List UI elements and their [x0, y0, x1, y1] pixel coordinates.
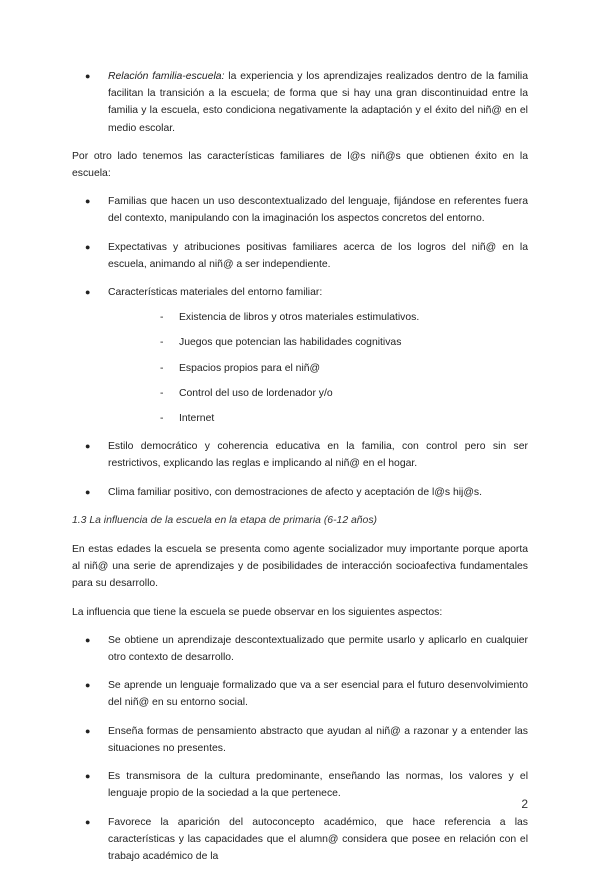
bullet-marker: ● — [85, 634, 91, 645]
bullet-marker: ● — [85, 725, 91, 736]
dash-marker: - — [160, 413, 164, 425]
sub-list-item — [108, 410, 528, 427]
item-text: Expectativas y atribuciones positivas familiares acerca de los logros del niñ@ en la escuela, animando al niñ@ a ser independiente. — [108, 241, 528, 270]
bullet-marker: ● — [85, 196, 91, 207]
sub-item-text: Internet — [179, 413, 215, 425]
item-text: Estilo democrático y coherencia educativa en la familia, con control pero sin ser restrictivos, explicando las reglas e implicando al niñ@ en el hogar. — [108, 441, 528, 470]
item-text: Clima familiar positivo, con demostraciones de afecto y aceptación de l@s hij@s. — [108, 486, 482, 498]
bullet-list-relation — [72, 68, 528, 137]
bullet-marker: ● — [85, 486, 91, 497]
bullet-list-family — [72, 193, 528, 501]
sub-item-text: Existencia de libros y otros materiales estimulativos. — [179, 312, 420, 324]
bullet-marker: ● — [85, 771, 91, 782]
item-text: Favorece la aparición del autoconcepto académico, que hace referencia a las características y las capacidades que el alumn@ considera que posee en relación con el trabajo académico de la — [108, 816, 528, 862]
dash-marker: - — [160, 362, 164, 374]
bullet-marker: ● — [85, 441, 91, 452]
list-item — [72, 438, 528, 472]
item-text: Familias que hacen un uso descontextualizado del lenguaje, fijándose en referentes fuera del contexto, manipulando con la imaginación los aspectos concretos del entorno. — [108, 196, 528, 225]
bullet-list-school — [72, 632, 528, 865]
dash-marker: - — [160, 337, 164, 349]
bullet-marker: ● — [85, 680, 91, 691]
bullet-marker: ● — [85, 287, 91, 298]
page-content — [72, 68, 528, 876]
sub-list-item — [108, 385, 528, 402]
list-item — [72, 677, 528, 711]
list-item — [72, 193, 528, 227]
item-text: Se aprende un lenguaje formalizado que va a ser esencial para el futuro desenvolvimiento del niñ@ en su entorno social. — [108, 680, 528, 709]
item-text: la experiencia y los aprendizajes realizados dentro de la familia facilitan la transición a la escuela; de forma que si hay una gran discontinuidad entre la familia y la escuela, esto condiciona negativamente la adaptación y el éxito del niñ@ en el medio escolar. — [108, 71, 528, 134]
item-text: Se obtiene un aprendizaje descontextualizado que permite usarlo y aplicarlo en cualquier otro contexto de desarrollo. — [108, 634, 528, 664]
item-text: Características materiales del entorno familiar: — [108, 287, 323, 299]
item-text: Es transmisora de la cultura predominante, enseñando las normas, los valores y el lenguaje propio de la sociedad a la que pertenece. — [108, 771, 528, 800]
section-heading: 1.3 La influencia de la escuela en la etapa de primaria (6-12 años) — [72, 514, 377, 526]
item-prefix: Relación familia-escuela: — [108, 71, 225, 82]
list-item — [72, 632, 528, 666]
list-item — [72, 284, 528, 427]
page-number: 2 — [521, 797, 528, 811]
list-item — [72, 484, 528, 501]
bullet-marker: ● — [85, 241, 91, 252]
dash-marker: - — [160, 387, 164, 399]
sub-item-text: Control del uso de lordenador y/o — [179, 387, 333, 399]
sub-item-text: Juegos que potencian las habilidades cognitivas — [179, 337, 402, 349]
sub-list-item — [108, 309, 528, 326]
sub-list-item — [108, 334, 528, 351]
bullet-marker: ● — [85, 816, 91, 827]
sub-list-materials — [108, 309, 528, 427]
list-item — [72, 723, 528, 757]
school-paragraph: En estas edades la escuela se presenta como agente socializador muy importante porque aporta al niñ@ una serie de aprendizajes y de posibilidades de interacción socioafectiva fundamentales para su desarrollo. — [72, 544, 528, 590]
list-item — [72, 239, 528, 273]
intro-paragraph: Por otro lado tenemos las características familiares de l@s niñ@s que obtienen éxito en la escuela: — [72, 150, 528, 180]
item-text: Enseña formas de pensamiento abstracto que ayudan al niñ@ a razonar y a entender las situaciones no presentes. — [108, 725, 528, 754]
list-item — [72, 68, 528, 137]
sub-item-text: Espacios propios para el niñ@ — [179, 362, 321, 374]
list-item — [72, 814, 528, 866]
list-item — [72, 768, 528, 802]
aspects-paragraph: La influencia que tiene la escuela se puede observar en los siguientes aspectos: — [72, 606, 443, 618]
dash-marker: - — [160, 312, 164, 324]
bullet-marker: ● — [85, 71, 91, 81]
sub-list-item — [108, 360, 528, 377]
